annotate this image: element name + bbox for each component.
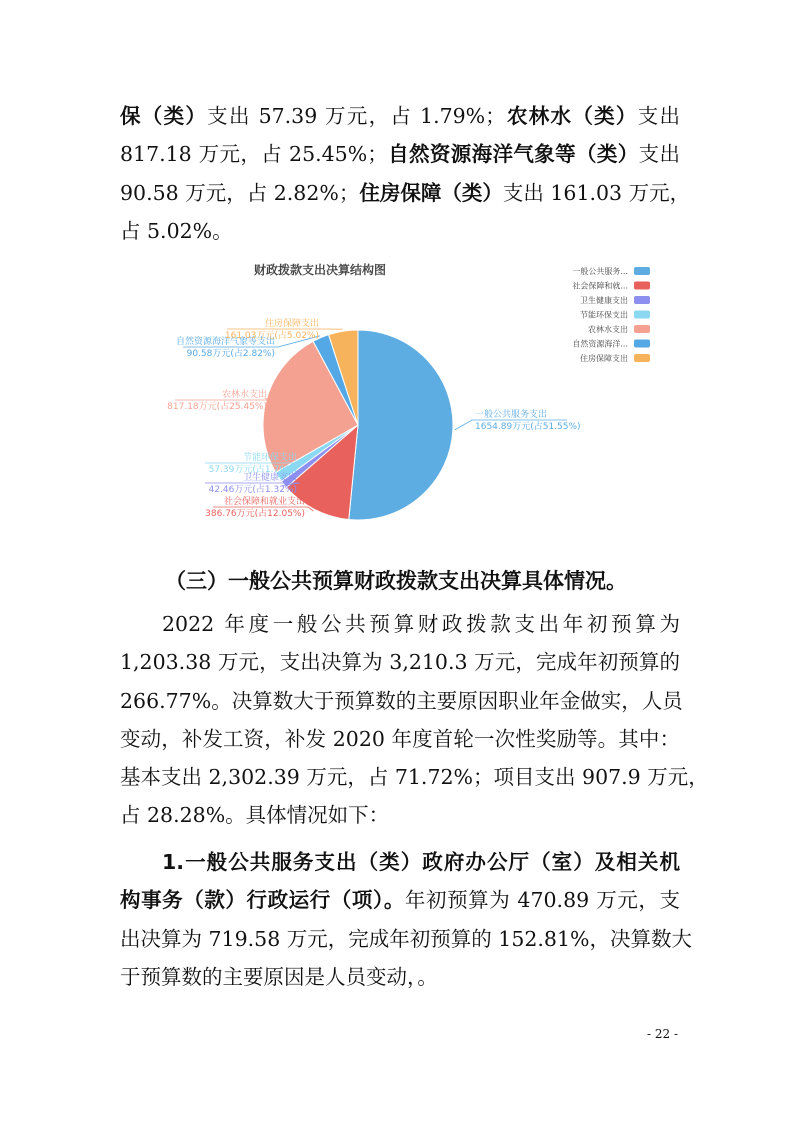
normal-text: 支出 161.03 万元， bbox=[502, 180, 691, 205]
slice-name-label: 农林水支出 bbox=[221, 390, 267, 400]
legend-label: 农林水支出 bbox=[588, 325, 628, 334]
bold-text: 构事务（款）行政运行（项）。 bbox=[120, 888, 405, 913]
chart-title: 财政拨款支出决算结构图 bbox=[253, 263, 387, 277]
slice-value-label: 161.03万元(占5.02%) bbox=[224, 331, 319, 341]
legend-label: 节能环保支出 bbox=[580, 310, 628, 320]
text-line bbox=[120, 174, 691, 212]
slice-value-label: 42.46万元(占1.32%) bbox=[208, 485, 297, 495]
legend-label: 社会保障和就... bbox=[572, 281, 628, 291]
normal-text: 年初预算为 470.89 万元，支 bbox=[404, 888, 681, 913]
text-line bbox=[120, 135, 680, 173]
normal-text: 90.58 万元，占 2.82%； bbox=[120, 180, 360, 205]
text-line: 于预算数的主要原因是人员变动，。 bbox=[120, 964, 438, 989]
text-line bbox=[120, 212, 680, 250]
slice-name-label: 卫生健康支出 bbox=[242, 473, 297, 483]
normal-text: 支出 bbox=[637, 104, 680, 128]
bold-text: 住房保障（类） bbox=[359, 180, 503, 205]
normal-text: 支出 57.39 万元，占 1.79%； bbox=[207, 104, 506, 128]
legend-swatch bbox=[634, 267, 650, 275]
pie-chart bbox=[160, 255, 650, 540]
slice-name-label: 社会保障和就业支出 bbox=[223, 497, 305, 507]
legend-label: 自然资源海洋... bbox=[572, 339, 628, 349]
legend-label: 一般公共服务... bbox=[572, 267, 628, 276]
text-line: 基本支出 2,302.39 万元，占 71.72%；项目支出 907.9 万元， bbox=[120, 765, 709, 790]
paragraph-general-budget bbox=[120, 605, 709, 835]
normal-text: 支出 bbox=[638, 142, 681, 167]
section-heading: （三）一般公共预算财政拨款支出决算具体情况。 bbox=[165, 569, 627, 593]
slice-name-label: 一般公共服务支出 bbox=[475, 410, 548, 420]
slice-value-label: 386.76万元(占12.05%) bbox=[205, 509, 305, 519]
slice-value-label: 817.18万元(占25.45%) bbox=[167, 402, 267, 412]
legend-swatch bbox=[634, 296, 650, 304]
text-line: 1,203.38 万元，支出决算为 3,210.3 万元，完成年初预算的 bbox=[120, 650, 680, 675]
bold-text: 农林水（类） bbox=[505, 104, 638, 128]
legend-label: 卫生健康支出 bbox=[580, 296, 628, 305]
legend-swatch bbox=[634, 282, 650, 290]
paragraph-expenditure-summary bbox=[120, 97, 691, 250]
normal-text: 817.18 万元，占 25.45%； bbox=[120, 142, 388, 167]
text-line: 266.77%。决算数大于预算数的主要原因职业年金做实，人员 bbox=[120, 688, 683, 713]
legend-swatch bbox=[634, 311, 650, 319]
slice-value-label: 1654.89万元(占51.55%) bbox=[475, 422, 581, 432]
text-line: 1.一般公共服务支出（类）政府办公厅（室）及相关机 bbox=[162, 850, 680, 874]
text-line bbox=[120, 97, 680, 135]
slice-name-label: 节能环保支出 bbox=[242, 453, 297, 463]
text-line: 出决算为 719.58 万元，完成年初预算的 152.81%，决算数大 bbox=[120, 926, 692, 951]
page-number: - 22 - bbox=[647, 1027, 679, 1041]
slice-name-label: 住房保障支出 bbox=[264, 319, 319, 329]
bold-text: 保（类） bbox=[120, 104, 208, 128]
text-line: 变动，补发工资，补发 2020 年度首轮一次性奖励等。其中： bbox=[120, 726, 680, 751]
text-line bbox=[120, 881, 680, 919]
legend-swatch bbox=[634, 325, 650, 333]
legend-label: 住房保障支出 bbox=[580, 354, 628, 363]
slice-name-label: 自然资源海洋气象等支出 bbox=[175, 337, 275, 347]
bold-text: 自然资源海洋气象等（类） bbox=[387, 142, 639, 167]
slice-value-label: 57.39万元(占1.79%) bbox=[208, 465, 297, 475]
slice-value-label: 90.58万元(占2.82%) bbox=[186, 349, 275, 359]
legend-swatch bbox=[634, 340, 650, 348]
paragraph-item-1 bbox=[120, 843, 692, 996]
legend-swatch bbox=[634, 354, 650, 362]
pie-slice bbox=[349, 330, 453, 520]
text-line: 占 28.28%。具体情况如下： bbox=[120, 803, 390, 828]
text-line: 2022 年度一般公共预算财政拨款支出年初预算为 bbox=[162, 612, 680, 636]
normal-text: 占 5.02%。 bbox=[120, 218, 233, 243]
